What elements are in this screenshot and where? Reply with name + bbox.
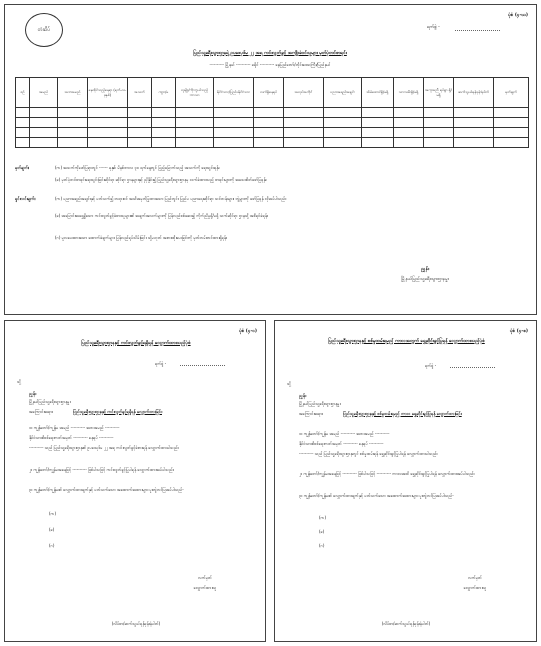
to-label: သို့ [17,379,21,384]
signature-label: လက်မှတ် [468,575,482,580]
address-footer: (လိပ်စာ/ဆက်သွယ်ရန်ဖုန်းနံပါတ်) [381,621,431,626]
subject-text: ပြည်သူ့ခရီးသွားဌာနနှင့် စစ်မှုထမ်းရမည့် ကာလ ရွှေ့ဆိုင်းခွင့်ပြုရန် လျှောက်ထားခြင်း [343,411,462,416]
subject-label: အကြောင်းအရာ။ [29,409,54,414]
instructions-label: ရှင်းလင်းချက်။ [15,196,36,201]
table-row [16,108,529,118]
date-label: ရက်စွဲ - [155,361,167,366]
notes-label: မှတ်ချက်။ [15,165,30,170]
body-paragraph: ---------- သည် ပြည်သူ့ခရီးသွားဌာန၏ ဥပဒေပုဒ်မ ၂၂ အရ ကင်းလွတ်ခွင့်ခံစားရန် လျှောက်ထားပါသည်။ [29,445,179,450]
body-paragraph: ၂။ ကျွန်တော်/ကျွန်မအနေဖြင့် ---------- ဖြစ်ပါသဖြင့် ---------- ကာလအထိ ရွှေ့ဆိုင်းခွင့်ပြုပါရန် လျှောက်ထားအပ်ပါသည်။ [299,471,475,476]
form-heading: ပြည်သူ့ခရီးသွားဌာနနှင့် စစ်မှုထမ်းရမည့် ကာလအတွက် ရွှေ့ဆိုင်းခွင့်ပြုရန် လျှောက်ထားသည့်ပုံစံ [328,339,485,344]
office-name: မြို့နယ်ပြည်သူ့ခရီးသွားဌာနမှူး [29,399,71,404]
date-line [450,367,495,368]
applicant-title: လျှောက်ထားသူ [463,585,487,590]
note-line: (ခ) မှတ်ပုံတင်စာရင်းရေးသွင်းခြင်းဆိုင်ရာ ဆိုင်ရာ ဌာနများနှင့် ညှိနှိုင်း၍ ပြည်သူ့ခရီးသွားဌာနမှ လက်ခံထားသည့် စာရင်းများကို အသေးစိတ်ဖော်ပြရန်။ [55,177,267,182]
list-item: (ဂ) [319,543,325,548]
col-header: မှတ်ချက် [494,78,529,108]
col-header: ကျား/မ [152,78,176,108]
list-item: (ခ) [49,527,55,532]
table-header-row [16,78,529,108]
body-paragraph: ၂။ ကျွန်တော်/ကျွန်မအနေဖြင့် ---------- ဖြစ်ပါသဖြင့် ကင်းလွတ်ခွင့်ပြုပါရန် လျှောက်ထားအပ်ပါသည်။ [29,467,175,472]
list-item: (က) [49,511,57,516]
instruction-line: (ဂ) မူလပေးထားသော ထောက်ခံချက်များ ပြန်လည်ရုပ်သိမ်းခြင်း သို့မဟုတ် အစားထိုးပေးခြင်းကို မှတ်တမ်းတင်ထားရှိရန်။ [55,235,228,240]
seal-label: တံဆိပ် [37,26,51,33]
list-item: (ဂ) [49,543,55,548]
form-number: ပုံစံ (၄-ဃ) [508,13,528,18]
col-header: ပညာအရည်အချင်း [324,78,362,108]
form-number: ပုံစံ (၄-င) [238,329,257,334]
body-paragraph: နိုင်ငံသားစိစစ်ရေးကတ်အမှတ် ---------- နေရပ် ---------- [29,435,114,440]
exemption-application-panel [4,320,266,642]
col-header: ဆက်သွယ်ရန်ဖုန်းနံပါတ် [454,78,494,108]
body-paragraph: ၁။ ကျွန်တော်/ကျွန်မ အမည် ---------- အဘအမည် ---------- [29,425,120,430]
register-form-panel [4,4,537,315]
date-label: ရက်စွဲ - [425,363,437,368]
from-label: ညွှန်း [299,393,306,398]
col-header: အကူအညီ ရပ်ရွာ ရှိ/မရှိ [424,78,454,108]
body-paragraph: ၃။ ကျွန်တော်/ကျွန်မ၏ လျှောက်ထားချက်နှင့် ပတ်သက်သော အထောက်အထားများ ပူးတွဲတင်ပြအပ်ပါသည်- [299,493,454,498]
note-line: (က) အသက်ကိုဖော်ပြရာတွင် ------ ခုနှစ်၊ မိနစ်ဘာလ ၃၀ ရက်နေ့တွင် ပြည့်မြောက်သည့် အသက်ကို ရေးသွင်းရန်။ [55,165,220,170]
subject-label: အကြောင်းအရာ။ [299,411,324,416]
body-paragraph: ၃။ ကျွန်တော်/ကျွန်မ၏ လျှောက်ထားချက်နှင့် ပတ်သက်သော အထောက်အထားများ ပူးတွဲတင်ပြအပ်ပါသည်- [29,487,184,492]
col-header: အဘအမည် [58,78,88,108]
signature-marker: ညွှန်း [421,267,429,272]
signature-label: လက်မှတ် [198,575,212,580]
register-subline: ---------- မြို့နယ် ---------- ခရိုင် ---------- နေပြည်တော်/တိုင်းဒေသကြီး/ပြည်နယ် [209,62,331,67]
from-label: ညွှန်း [29,391,36,396]
col-header: လက်ရှိနေရပ် [254,78,284,108]
instruction-line: (ခ) အပြောင်းအရွှေ့ရှိသော ကင်းလွတ်ခွင့်ခံစားသူများ၏ အချက်အလက်များကို ပြန်လည်စစ်ဆေး၍ ကိုက်ညီမှုရှိ/မရှိ သက်ဆိုင်ရာ ဌာနသို့ အစီရင်ခံရန်။ [55,213,269,218]
deferment-application-panel [274,320,537,642]
list-item: (ခ) [319,529,325,534]
form-heading: ပြည်သူ့ခရီးသွားဌာနနှင့် ကင်းလွတ်ခွင့်ရရှိရန် လျှောက်ထားသည့်ပုံစံ [81,341,191,346]
register-heading: ပြည်သူ့ခရီးသွားဌာနရဲ့ ဥပဒေပုဒ်မ ၂၂ အရ ကင်းလွတ်ခွင့် အကျိုးခံဝင်သူများ မှတ်ပုံတင်စာရင်း [193,51,347,56]
date-label: ရက်စွဲ - [427,25,440,30]
date-line [180,365,225,366]
col-header: အသက် [128,78,152,108]
col-header: အမည် [30,78,58,108]
seal-placeholder [25,13,63,47]
address-footer: (လိပ်စာ/ဆက်သွယ်ရန်ဖုန်းနံပါတ်) [111,621,161,626]
signer-title: မြို့နယ်ပြည်သူ့ခရီးသွားဌာနမှူး [401,277,449,282]
body-paragraph: နိုင်ငံသားစိစစ်ရေးကတ်အမှတ် ---------- နေရပ် ---------- [299,441,384,446]
col-header: နေထိုင်သည့်နေရာ (ရက်-လ-ခုနှစ်) [88,78,128,108]
table-row [16,118,529,128]
date-line [455,30,500,31]
col-header: သားသမီးရှိ/မရှိ [394,78,424,108]
table-row [16,128,529,138]
form-number: ပုံစံ (၄-စ) [509,329,528,334]
col-header: စဉ် [16,78,30,108]
body-paragraph: ၁။ ကျွန်တော်/ကျွန်မ အမည် ---------- အဘအမည် ---------- [299,431,390,436]
to-label: သို့ [287,381,291,386]
subject-text: ပြည်သူ့ခရီးသွားဌာနနှင့် ကင်းလွတ်ခွင့်ရရှိရန် လျှောက်ထားခြင်း [73,409,162,414]
col-header: အလုပ်အကိုင် [284,78,324,108]
body-paragraph: ---------- သည် ပြည်သူ့ခရီးသွားဌာနတွင် စစ်မှုထမ်းရန် ရွှေ့ဆိုင်းခွင့်ပြုပါရန် လျှောက်ထားပါသည်။ [299,451,438,456]
register-table [15,77,529,148]
instruction-line: (က) ပညာအရည်အချင်းနှင့် ပတ်သက်၍ တရားဝင် အသိအမှတ်ပြုထားသော ပြည်တွင်း ပြည်ပ ပညာရေးဆိုင်ရာ သင်တန်းများ၊ ဘွဲ့များကို ဖော်ပြရန် လိုအပ်ပါသည်။ [55,196,287,201]
col-header: လူမျိုး/ကိုးကွယ်သည့်ဘာသာ [176,78,214,108]
office-name: မြို့နယ်ပြည်သူ့ခရီးသွားဌာနမှူး [299,401,341,406]
col-header: နိုင်ငံသား/ပြည်ပနိုင်ငံသား [214,78,254,108]
list-item: (က) [319,515,327,520]
col-header: အိမ်ထောင်ရှိ/မရှိ [362,78,394,108]
applicant-title: လျှောက်ထားသူ [193,585,217,590]
table-row [16,138,529,148]
